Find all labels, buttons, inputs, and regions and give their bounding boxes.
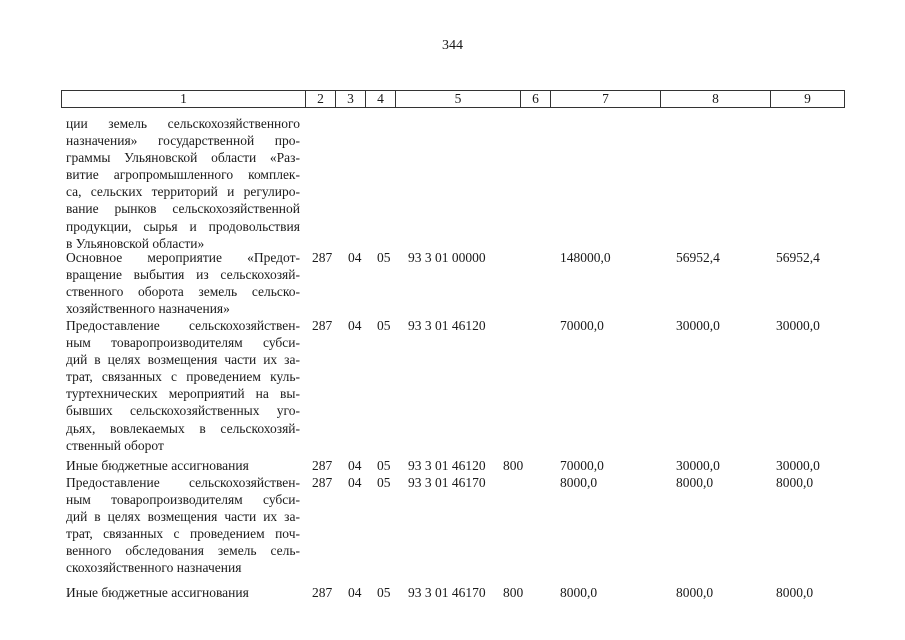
description-line: туртехнических мероприятий на вы- [66,386,300,402]
cell-c2: 287 [312,318,333,333]
description-line: продукции, сырья и продовольствия [66,218,300,234]
cell-c8: 8000,0 [676,475,714,490]
description-line: ственный оборот [66,437,164,453]
header-col-7: 7 [551,91,661,107]
cell-c9: 30000,0 [776,458,820,473]
description-line: дий в целях возмещения части их за- [66,509,300,525]
cell-c9: 8000,0 [776,585,814,600]
cell-c7: 8000,0 [560,585,598,600]
description-line: вращение выбытия из сельскохозяй- [66,267,300,283]
header-col-3: 3 [336,91,366,107]
description-line: витие агропромышленного комплек- [66,167,300,183]
description-line: ции земель сельскохозяйственного [66,116,300,131]
header-col-5: 5 [396,91,521,107]
description-line: в Ульяновской области» [66,235,205,251]
description-line: дий в целях возмещения части их за- [66,352,300,368]
description-line: бывших сельскохозяйственных уго- [66,403,300,419]
cell-c2: 287 [312,475,333,490]
cell-c4: 05 [377,475,391,490]
cell-c4: 05 [377,458,391,473]
description-line: ным товаропроизводителям субси- [66,335,300,351]
description-line: ственного оборота земель сельско- [66,284,300,300]
description-line: Иные бюджетные ассигнования [66,585,249,600]
description-line: ным товаропроизводителям субси- [66,492,300,508]
cell-c7: 148000,0 [560,250,611,265]
page-number: 344 [442,38,463,53]
cell-c9: 56952,4 [776,250,820,265]
description-line: граммы Ульяновской области «Раз- [66,150,300,166]
cell-c4: 05 [377,318,391,333]
header-col-4: 4 [366,91,396,107]
header-col-9: 9 [804,91,811,106]
description-line: трат, связанных с проведением куль- [66,369,300,385]
cell-c6: 800 [503,585,524,600]
header-col-1: 1 [62,91,306,107]
cell-c5: 93 3 01 46120 [408,458,486,473]
cell-c2: 287 [312,250,333,265]
header-col-8: 8 [661,91,771,107]
cell-c7: 8000,0 [560,475,598,490]
cell-c2: 287 [312,585,333,600]
cell-c5: 93 3 01 46170 [408,475,486,490]
cell-c5: 93 3 01 46170 [408,585,486,600]
cell-c9: 30000,0 [776,318,820,333]
cell-c4: 05 [377,250,391,265]
row-description [66,249,300,317]
row-description [66,115,300,252]
row-description [66,474,300,577]
description-line: трат, связанных с проведением поч- [66,526,300,542]
cell-c2: 287 [312,458,333,473]
row-description [66,584,300,601]
table-header [61,90,845,108]
description-line: дьях, вовлекаемых в сельскохозяй- [66,420,300,436]
cell-c3: 04 [348,585,362,600]
cell-c9: 8000,0 [776,475,814,490]
description-line: Иные бюджетные ассигнования [66,458,249,473]
description-line: венного обследования земель сель- [66,543,300,559]
description-line: Основное мероприятие «Предот- [66,250,300,265]
description-line: назначения» государственной про- [66,133,300,149]
header-col-2: 2 [306,91,336,107]
cell-c8: 30000,0 [676,458,720,473]
row-description [66,317,300,454]
description-line: хозяйственного назначения» [66,301,230,317]
cell-c3: 04 [348,475,362,490]
cell-c3: 04 [348,318,362,333]
description-line: Предоставление сельскохозяйствен- [66,318,300,333]
cell-c4: 05 [377,585,391,600]
description-line: скохозяйственного назначения [66,560,242,576]
cell-c7: 70000,0 [560,318,604,333]
description-line: са, сельских территорий и регулиро- [66,184,300,200]
cell-c3: 04 [348,250,362,265]
cell-c8: 56952,4 [676,250,720,265]
cell-c8: 30000,0 [676,318,720,333]
cell-c7: 70000,0 [560,458,604,473]
cell-c5: 93 3 01 46120 [408,318,486,333]
cell-c8: 8000,0 [676,585,714,600]
description-line: вание рынков сельскохозяйственной [66,201,300,217]
description-line: Предоставление сельскохозяйствен- [66,475,300,490]
cell-c5: 93 3 01 00000 [408,250,486,265]
cell-c3: 04 [348,458,362,473]
header-col-6: 6 [521,91,551,107]
cell-c6: 800 [503,458,524,473]
row-description [66,457,300,474]
